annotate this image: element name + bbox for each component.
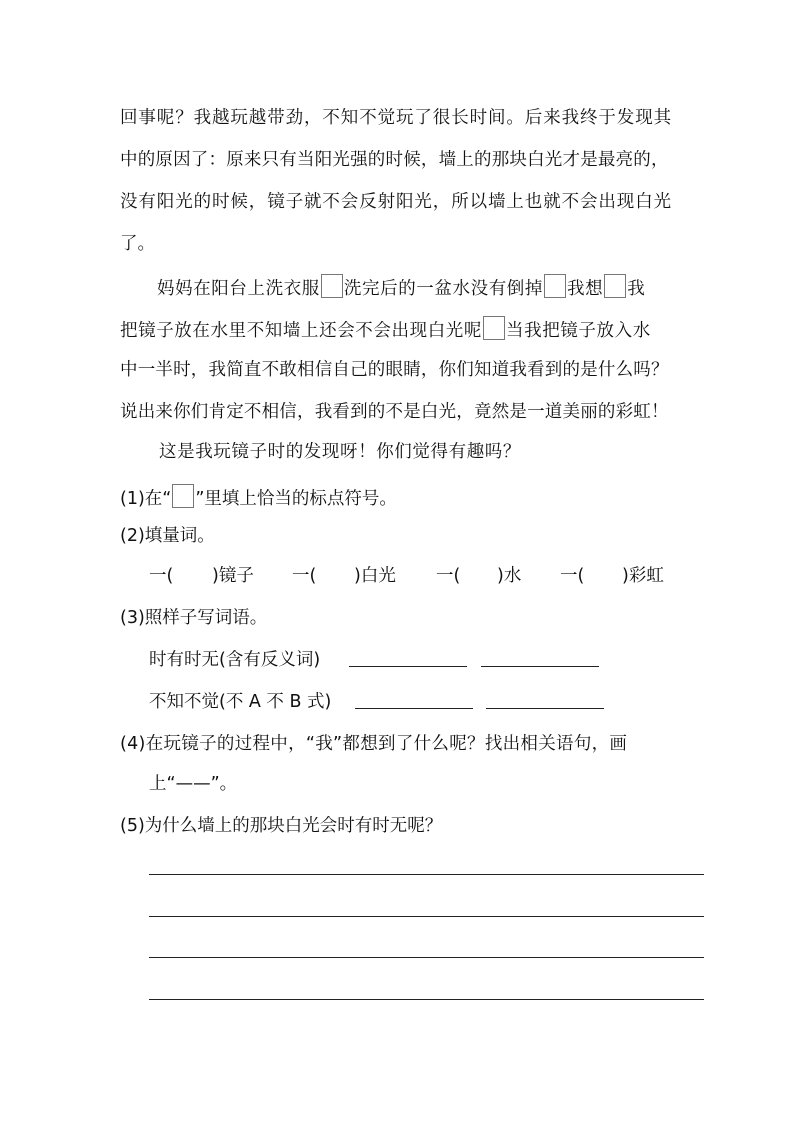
punctuation-box[interactable] <box>321 274 343 298</box>
q2-item-1-close: )镜子 <box>212 566 254 586</box>
question-1 <box>120 484 397 511</box>
passage-line-3: 没有阳光的时候，镜子就不会反射阳光，所以墙上也就不会出现白光 <box>120 192 672 212</box>
para2-seg-6: 当我把镜子放入水 <box>506 321 651 341</box>
q3-example-1: 时有时无(含有反义词) <box>149 650 321 670</box>
para2-seg-4: 我 <box>627 279 646 299</box>
passage-line-4: 了。 <box>120 234 155 254</box>
q1-prefix: (1)在“ <box>120 489 172 509</box>
q2-item-3-close: )水 <box>497 566 522 586</box>
q2-item-2-close: )白光 <box>354 566 396 586</box>
q3-answer-blank-1b[interactable] <box>481 666 599 667</box>
answer-line-3[interactable] <box>149 957 704 958</box>
q1-suffix: ”里填上恰当的标点符号。 <box>195 489 397 509</box>
para2-seg-1: 妈妈在阳台上洗衣服 <box>157 279 320 299</box>
para2-seg-2: 洗完后的一盆水没有倒掉 <box>343 279 544 299</box>
passage-line-2: 中的原因了：原来只有当阳光强的时候，墙上的那块白光才是最亮的， <box>120 150 669 170</box>
punctuation-box[interactable] <box>544 274 566 298</box>
q3-answer-blank-1a[interactable] <box>349 666 467 667</box>
para2-seg-5: 把镜子放在水里不知墙上还会不会出现白光呢 <box>120 321 482 341</box>
q2-item-4-open: 一( <box>560 566 585 586</box>
q2-item-3-open: 一( <box>436 566 461 586</box>
passage-para2-line-4: 说出来你们肯定不相信，我看到的不是白光，竟然是一道美丽的彩虹！ <box>120 402 669 422</box>
punctuation-box-example <box>172 484 194 508</box>
q3-example-2: 不知不觉(不 A 不 B 式) <box>149 692 332 712</box>
question-4-line-1: (4)在玩镜子的过程中，“我”都想到了什么呢？找出相关语句，画 <box>120 734 628 754</box>
q2-item-1-open: 一( <box>149 566 174 586</box>
q2-item-2-open: 一( <box>292 566 317 586</box>
passage-para2-line-1 <box>157 274 645 301</box>
q2-item-4-close: )彩虹 <box>622 566 664 586</box>
question-5-label: (5)为什么墙上的那块白光会时有时无呢？ <box>120 816 443 836</box>
answer-line-2[interactable] <box>149 916 704 917</box>
passage-line-1: 回事呢？我越玩越带劲，不知不觉玩了很长时间。后来我终于发现其 <box>120 108 672 128</box>
answer-line-4[interactable] <box>149 999 704 1000</box>
question-2-label: (2)填量词。 <box>120 526 215 546</box>
q3-answer-blank-2a[interactable] <box>355 708 473 709</box>
passage-para2-line-2 <box>120 316 651 343</box>
passage-para3: 这是我玩镜子时的发现呀！你们觉得有趣吗？ <box>159 442 521 462</box>
question-3-label: (3)照样子写词语。 <box>120 608 268 628</box>
passage-para2-line-3: 中一半时，我简直不敢相信自己的眼睛，你们知道我看到的是什么吗？ <box>120 360 669 380</box>
punctuation-box[interactable] <box>483 316 505 340</box>
q3-answer-blank-2b[interactable] <box>486 708 604 709</box>
question-4-line-2: 上“——”。 <box>149 774 238 794</box>
para2-seg-3: 我想 <box>567 279 604 299</box>
answer-line-1[interactable] <box>149 874 704 875</box>
punctuation-box[interactable] <box>604 274 626 298</box>
